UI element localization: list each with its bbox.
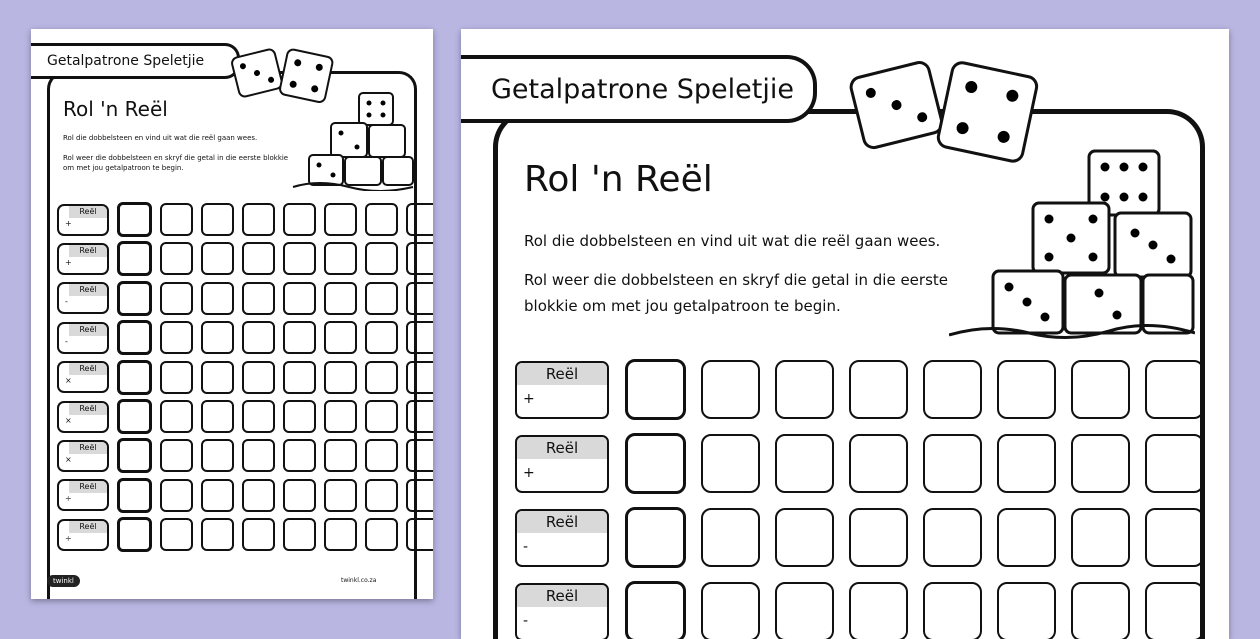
rule-label: Reël (69, 481, 107, 493)
pattern-box[interactable] (923, 582, 982, 639)
pattern-box[interactable] (283, 282, 316, 315)
thumbnail-footer-logo-text: twinkl (53, 577, 74, 585)
pattern-box[interactable] (406, 321, 433, 354)
pattern-box[interactable] (201, 479, 234, 512)
pattern-box[interactable] (365, 321, 398, 354)
pattern-box[interactable] (160, 242, 193, 275)
thumbnail-title-tab (31, 43, 240, 79)
pattern-box[interactable] (160, 400, 193, 433)
start-number-box[interactable] (625, 507, 686, 568)
pattern-box[interactable] (997, 434, 1056, 493)
rule-card (57, 479, 109, 511)
pattern-box[interactable] (997, 508, 1056, 567)
pattern-box[interactable] (160, 439, 193, 472)
rule-label: Reël (517, 363, 607, 385)
pattern-box[interactable] (201, 361, 234, 394)
rule-card (57, 440, 109, 472)
pattern-box[interactable] (1071, 360, 1130, 419)
pattern-box[interactable] (406, 439, 433, 472)
zoomed-title: Getalpatrone Speletjie (491, 74, 794, 105)
pattern-box[interactable] (775, 434, 834, 493)
start-number-box[interactable] (117, 399, 152, 434)
pattern-box[interactable] (201, 439, 234, 472)
pattern-box[interactable] (242, 203, 275, 236)
pattern-box[interactable] (283, 400, 316, 433)
pattern-box[interactable] (324, 282, 357, 315)
pattern-box[interactable] (283, 321, 316, 354)
rule-label: Reël (69, 324, 107, 336)
pattern-box[interactable] (365, 361, 398, 394)
pattern-box[interactable] (324, 439, 357, 472)
pattern-box[interactable] (160, 282, 193, 315)
pattern-box[interactable] (406, 400, 433, 433)
start-number-box[interactable] (117, 241, 152, 276)
pattern-box[interactable] (201, 518, 234, 551)
pattern-box[interactable] (324, 518, 357, 551)
pattern-box[interactable] (283, 439, 316, 472)
pattern-row (57, 438, 433, 473)
rule-card (57, 401, 109, 433)
pattern-box[interactable] (201, 321, 234, 354)
pattern-box[interactable] (923, 508, 982, 567)
pattern-box[interactable] (849, 434, 908, 493)
pattern-box[interactable] (365, 479, 398, 512)
pattern-box[interactable] (365, 203, 398, 236)
rule-card (57, 519, 109, 551)
rule-operator: - (59, 296, 107, 308)
pattern-box[interactable] (849, 360, 908, 419)
pattern-row (57, 202, 433, 237)
rule-card (515, 583, 609, 639)
pattern-row (57, 320, 433, 355)
rule-label: Reël (69, 284, 107, 296)
zoomed-title-tab (461, 55, 817, 123)
thumbnail-footer-url: twinkl.co.za (341, 577, 376, 584)
pattern-box[interactable] (406, 518, 433, 551)
pattern-box[interactable] (1071, 434, 1130, 493)
pattern-box[interactable] (242, 361, 275, 394)
pattern-box[interactable] (324, 361, 357, 394)
thumbnail-instruction-1: Rol die dobbelsteen en vind uit wat die reël gaan wees. (63, 133, 293, 143)
rule-label: Reël (69, 363, 107, 375)
pattern-box[interactable] (365, 282, 398, 315)
rule-label: Reël (517, 585, 607, 607)
pattern-box[interactable] (242, 400, 275, 433)
rule-operator: + (59, 257, 107, 269)
pattern-row (515, 433, 1204, 494)
pattern-box[interactable] (849, 582, 908, 639)
start-number-box[interactable] (117, 320, 152, 355)
pattern-box[interactable] (1071, 508, 1130, 567)
pattern-box[interactable] (201, 203, 234, 236)
start-number-box[interactable] (117, 438, 152, 473)
rule-label: Reël (69, 442, 107, 454)
pattern-box[interactable] (160, 321, 193, 354)
rule-operator: ÷ (59, 533, 107, 545)
pattern-row (57, 241, 433, 276)
rule-operator: × (59, 454, 107, 466)
pattern-box[interactable] (283, 361, 316, 394)
start-number-box[interactable] (117, 360, 152, 395)
pattern-box[interactable] (283, 479, 316, 512)
pattern-box[interactable] (406, 203, 433, 236)
pattern-row (57, 478, 433, 513)
rule-operator: + (517, 385, 607, 413)
pattern-box[interactable] (283, 518, 316, 551)
thumbnail-dice-stack-icon (289, 91, 415, 191)
pattern-box[interactable] (201, 400, 234, 433)
zoomed-heading: Rol 'n Reël (524, 159, 713, 200)
rule-label: Reël (69, 206, 107, 218)
pattern-box[interactable] (701, 582, 760, 639)
pattern-box[interactable] (923, 434, 982, 493)
pattern-box[interactable] (242, 321, 275, 354)
pattern-box[interactable] (324, 203, 357, 236)
pattern-box[interactable] (406, 361, 433, 394)
worksheet-zoomed (461, 29, 1229, 639)
pattern-box[interactable] (1145, 434, 1204, 493)
start-number-box[interactable] (625, 359, 686, 420)
pattern-box[interactable] (406, 242, 433, 275)
rule-operator: × (59, 415, 107, 427)
pattern-box[interactable] (775, 582, 834, 639)
pattern-box[interactable] (1145, 360, 1204, 419)
pattern-box[interactable] (1071, 582, 1130, 639)
pattern-box[interactable] (283, 242, 316, 275)
rule-card (57, 243, 109, 275)
start-number-box[interactable] (117, 281, 152, 316)
pattern-row (57, 399, 433, 434)
zoomed-instruction-1: Rol die dobbelsteen en vind uit wat die reël gaan wees. (524, 229, 974, 253)
zoomed-instruction-2: Rol weer die dobbelsteen en skryf die getal in die eerste blokkie om met jou getalpatroon te begin. (524, 267, 974, 319)
pattern-row (515, 581, 1204, 639)
rule-operator: - (517, 533, 607, 561)
pattern-box[interactable] (365, 518, 398, 551)
rule-operator: - (517, 607, 607, 635)
rule-label: Reël (517, 437, 607, 459)
start-number-box[interactable] (117, 517, 152, 552)
start-number-box[interactable] (625, 433, 686, 494)
pattern-box[interactable] (406, 282, 433, 315)
zoomed-dice-stack-icon (949, 147, 1195, 341)
pattern-box[interactable] (242, 518, 275, 551)
pattern-box[interactable] (365, 400, 398, 433)
pattern-box[interactable] (201, 242, 234, 275)
pattern-box[interactable] (406, 479, 433, 512)
pattern-box[interactable] (324, 242, 357, 275)
pattern-box[interactable] (701, 434, 760, 493)
rule-card (57, 282, 109, 314)
rule-operator: × (59, 375, 107, 387)
pattern-box[interactable] (242, 479, 275, 512)
start-number-box[interactable] (625, 581, 686, 639)
rule-card (57, 322, 109, 354)
pattern-box[interactable] (923, 360, 982, 419)
rule-label: Reël (69, 403, 107, 415)
pattern-row (515, 359, 1204, 420)
pattern-box[interactable] (324, 321, 357, 354)
pattern-box[interactable] (160, 518, 193, 551)
pattern-box[interactable] (365, 242, 398, 275)
worksheet-thumbnail (31, 29, 433, 599)
pattern-box[interactable] (1145, 508, 1204, 567)
thumbnail-heading: Rol 'n Reël (63, 97, 168, 121)
pattern-box[interactable] (775, 508, 834, 567)
pattern-box[interactable] (365, 439, 398, 472)
rule-card (515, 361, 609, 419)
pattern-box[interactable] (775, 360, 834, 419)
pattern-row (57, 360, 433, 395)
pattern-box[interactable] (997, 582, 1056, 639)
rule-operator: + (59, 218, 107, 230)
rule-operator: - (59, 336, 107, 348)
rule-card (515, 509, 609, 567)
pattern-box[interactable] (849, 508, 908, 567)
thumbnail-footer-logo (47, 575, 80, 587)
start-number-box[interactable] (117, 478, 152, 513)
pattern-row (57, 281, 433, 316)
pattern-box[interactable] (242, 282, 275, 315)
rule-label: Reël (69, 245, 107, 257)
rule-card (515, 435, 609, 493)
pattern-box[interactable] (160, 361, 193, 394)
pattern-row (515, 507, 1204, 568)
pattern-box[interactable] (283, 203, 316, 236)
pattern-box[interactable] (701, 508, 760, 567)
pattern-box[interactable] (242, 242, 275, 275)
pattern-box[interactable] (997, 360, 1056, 419)
pattern-box[interactable] (701, 360, 760, 419)
pattern-box[interactable] (324, 400, 357, 433)
rule-card (57, 361, 109, 393)
rule-label: Reël (517, 511, 607, 533)
rule-card (57, 204, 109, 236)
rule-operator: ÷ (59, 493, 107, 505)
rule-operator: + (517, 459, 607, 487)
pattern-box[interactable] (1145, 582, 1204, 639)
pattern-box[interactable] (324, 479, 357, 512)
pattern-box[interactable] (201, 282, 234, 315)
thumbnail-instruction-2: Rol weer die dobbelsteen en skryf die getal in die eerste blokkie om met jou getalpatroon te begin. (63, 153, 293, 173)
start-number-box[interactable] (117, 202, 152, 237)
pattern-box[interactable] (160, 203, 193, 236)
pattern-row (57, 517, 433, 552)
rule-label: Reël (69, 521, 107, 533)
pattern-box[interactable] (160, 479, 193, 512)
pattern-box[interactable] (242, 439, 275, 472)
thumbnail-title: Getalpatrone Speletjie (47, 53, 204, 69)
